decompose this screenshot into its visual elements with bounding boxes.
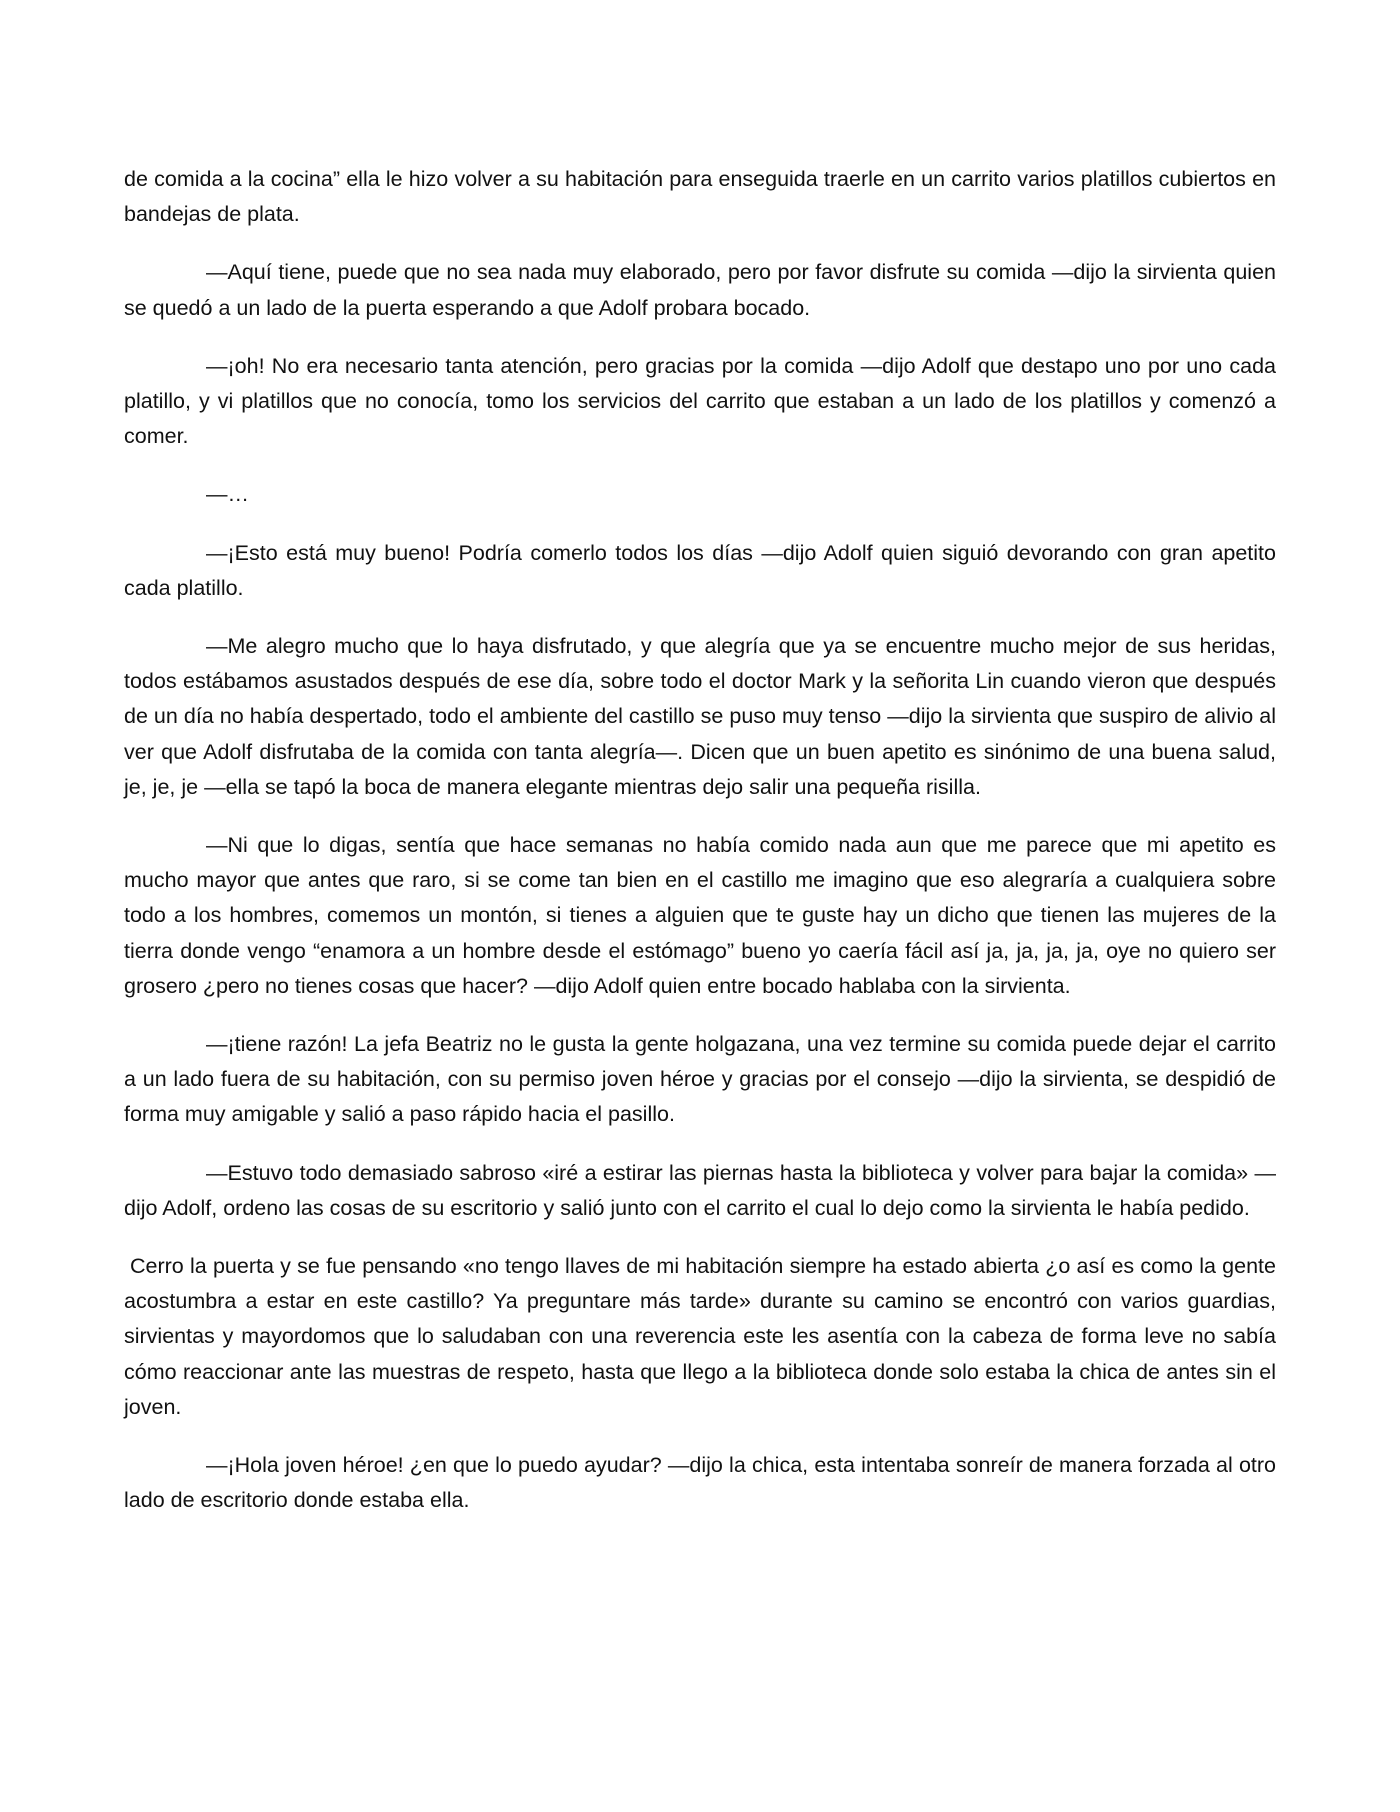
paragraph-8: —¡tiene razón! La jefa Beatriz no le gusta la gente holgazana, una vez termine su comida puede dejar el carrito a un lado fuera de su habitación, con su permiso joven héroe y gracias por el consejo —dijo la sirvienta, se despidió de forma muy amigable y salió a paso rápido hacia el pasillo. xyxy=(124,1032,1276,1127)
paragraph-4: —… xyxy=(206,482,249,507)
paragraph-9: —Estuvo todo demasiado sabroso «iré a estirar las piernas hasta la biblioteca y volver para bajar la comida» —dijo Adolf, ordeno las cosas de su escritorio y salió junto con el carrito el cual lo dejo como la sirvienta le había pedido. xyxy=(124,1160,1276,1220)
document-page xyxy=(124,162,1276,1542)
paragraph-5: —¡Esto está muy bueno! Podría comerlo todos los días —dijo Adolf quien siguió devorando con gran apetito cada platillo. xyxy=(124,540,1276,600)
paragraph-10: Cerro la puerta y se fue pensando «no tengo llaves de mi habitación siempre ha estado abierta ¿o así es como la gente acostumbra a estar en este castillo? Ya preguntare más tarde» durante su camino se encontró con varios guardias, sirvientas y mayordomos que lo saludaban con una reverencia este les asentía con la cabeza de forma leve no sabía cómo reaccionar ante las muestras de respeto, hasta que llego a la biblioteca donde solo estaba la chica de antes sin el joven. xyxy=(124,1254,1276,1419)
paragraph-7: —Ni que lo digas, sentía que hace semanas no había comido nada aun que me parece que mi apetito es mucho mayor que antes que raro, si se come tan bien en el castillo me imagino que eso alegraría a cualquiera sobre todo a los hombres, comemos un montón, si tienes a alguien que te guste hay un dicho que tienen las mujeres de la tierra donde vengo “enamora a un hombre desde el estómago” bueno yo caería fácil así ja, ja, ja, ja, oye no quiero ser grosero ¿pero no tienes cosas que hacer? —dijo Adolf quien entre bocado hablaba con la sirvienta. xyxy=(124,833,1276,998)
paragraph-3: —¡oh! No era necesario tanta atención, pero gracias por la comida —dijo Adolf que destapo uno por uno cada platillo, y vi platillos que no conocía, tomo los servicios del carrito que estaban a un lado de los platillos y comenzó a comer. xyxy=(124,353,1276,449)
paragraph-6: —Me alegro mucho que lo haya disfrutado, y que alegría que ya se encuentre mucho mejor de sus heridas, todos estábamos asustados después de ese día, sobre todo el doctor Mark y la señorita Lin cuando vieron que después de un día no había despertado, todo el ambiente del castillo se puso muy tenso —dijo la sirvienta que suspiro de alivio al ver que Adolf disfrutaba de la comida con tanta alegría—. Dicen que un buen apetito es sinónimo de una buena salud, je, je, je —ella se tapó la boca de manera elegante mientras dejo salir una pequeña risilla. xyxy=(124,634,1276,799)
paragraph-1: de comida a la cocina” ella le hizo volver a su habitación para enseguida traerle en un carrito varios platillos cubiertos en bandejas de plata. xyxy=(124,167,1276,227)
paragraph-2: —Aquí tiene, puede que no sea nada muy elaborado, pero por favor disfrute su comida —dijo la sirvienta quien se quedó a un lado de la puerta esperando a que Adolf probara bocado. xyxy=(124,260,1276,320)
paragraph-11: —¡Hola joven héroe! ¿en que lo puedo ayudar? —dijo la chica, esta intentaba sonreír de manera forzada al otro lado de escritorio donde estaba ella. xyxy=(124,1453,1276,1513)
